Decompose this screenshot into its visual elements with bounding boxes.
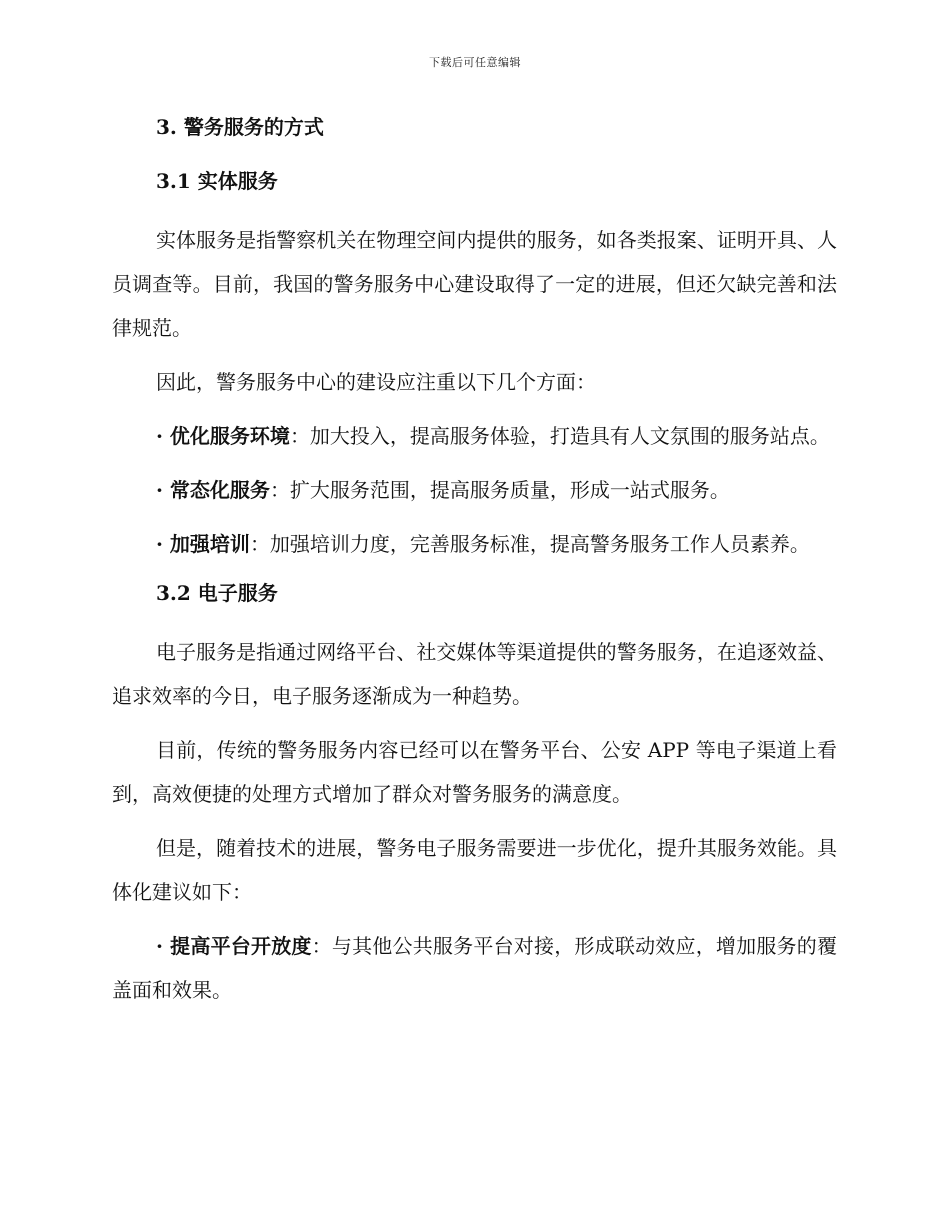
bullet-item (112, 414, 837, 458)
bullet-title: · 提高平台开放度 (156, 934, 312, 958)
subsection-heading-electronic: 3.2 电子服务 (156, 581, 278, 605)
bullet-item (112, 468, 837, 512)
bullet-item (112, 924, 837, 1012)
paragraph: 实体服务是指警察机关在物理空间内提供的服务，如各类报案、证明开具、人员调查等。目前，我国的警务服务中心建设取得了一定的进展，但还欠缺完善和法律规范。 (112, 228, 837, 340)
bullet-title: · 加强培训 (156, 532, 250, 556)
bullet-title: · 常态化服务 (156, 478, 270, 502)
section-heading: 3. 警务服务的方式 (156, 115, 324, 139)
subsection-heading-physical: 3.1 实体服务 (156, 169, 278, 193)
bullet-text: ：加强培训力度，完善服务标准，提高警务服务工作人员素养。 (249, 532, 810, 556)
bullet-title: · 优化服务环境 (156, 424, 290, 448)
paragraph: 目前，传统的警务服务内容已经可以在警务平台、公安 APP 等电子渠道上看到，高效便捷的处理方式增加了群众对警务服务的满意度。 (112, 738, 837, 806)
document-body (112, 110, 837, 1022)
paragraph: 电子服务是指通过网络平台、社交媒体等渠道提供的警务服务，在追逐效益、追求效率的今日，电子服务逐渐成为一种趋势。 (112, 640, 837, 708)
bullet-item (112, 522, 837, 566)
page-header: 下载后可任意编辑 (429, 56, 521, 69)
paragraph: 因此，警务服务中心的建设应注重以下几个方面： (156, 370, 596, 394)
bullet-text: ：加大投入，提高服务体验，打造具有人文氛围的服务站点。 (289, 424, 830, 448)
bullet-text: ：扩大服务范围，提高服务质量，形成一站式服务。 (269, 478, 730, 502)
bullet-text: ：与其他公共服务平台对接，形成联动效应，增加服务的覆盖面和效果。 (112, 934, 837, 1002)
paragraph: 但是，随着技术的进展，警务电子服务需要进一步优化，提升其服务效能。具体化建议如下： (112, 836, 837, 904)
